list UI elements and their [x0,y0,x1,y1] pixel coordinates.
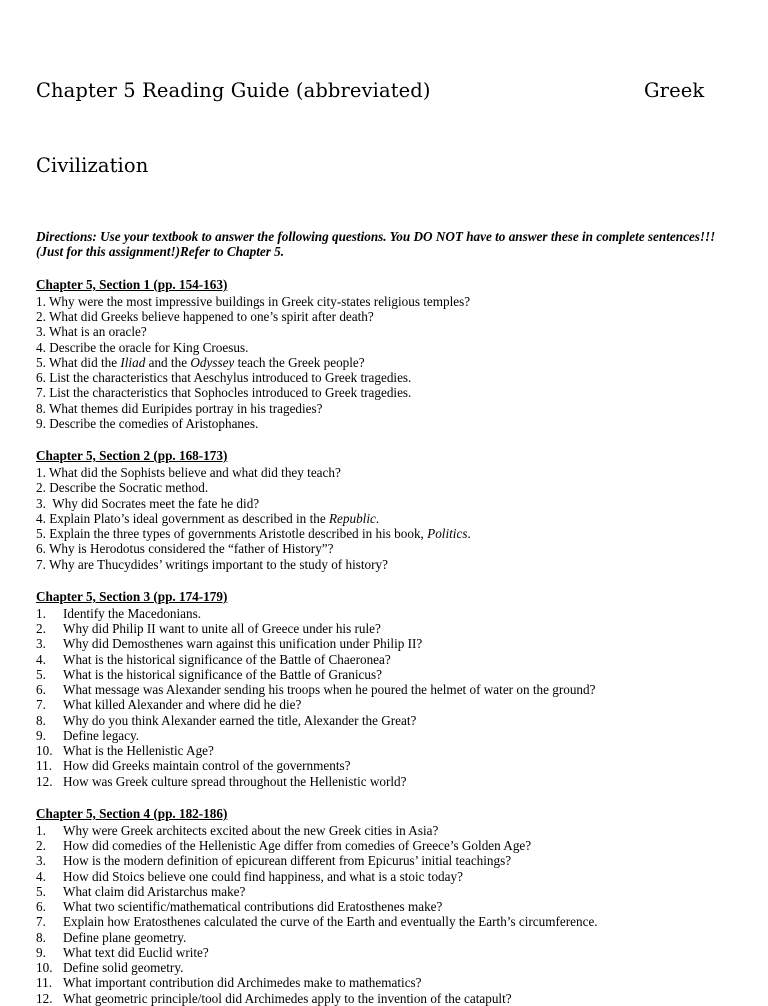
question-number: 10. [36,960,53,976]
question-text [63,884,245,899]
question-number: 1. [36,822,46,838]
question-list [36,294,732,431]
question-number: 1. [36,605,46,621]
question-number: 7. [36,914,46,930]
question-text-run: What did Greeks believe happened to one’s spirit after death? [48,309,374,325]
section-1 [36,276,732,431]
section-spacer [36,431,732,447]
question-number: 8. [36,400,49,416]
question-item [36,774,732,789]
question-list [36,606,732,789]
question-text [63,652,391,667]
question-number: 2. [36,838,46,854]
question-text [63,636,422,651]
question-text [63,743,214,758]
directions-paragraph: Directions: Use your textbook to answer the following questions. You DO NOT have to answer these in complete sentences!!! (Just for this assignment!)Refer to Chapter 5. [36,229,716,260]
question-text [49,340,248,355]
question-number: 5. [36,354,49,370]
question-text-run: What important contribution did Archimedes make to mathematics? [63,975,422,991]
question-number: 6. [36,682,46,698]
question-text-run: Explain the three types of governments Aristotle described in his book, [49,526,428,542]
question-item [36,823,732,838]
question-text [63,960,183,975]
question-text-run: What text did Euclid write? [63,944,209,960]
question-number: 9. [36,944,46,960]
question-item [36,713,732,728]
question-text [49,416,258,431]
question-text [49,370,411,385]
question-number: 7. [36,556,49,572]
question-text-run: Define plane geometry. [63,929,187,945]
question-item [36,728,732,743]
section-heading: Chapter 5, Section 2 (pp. 168-173) [36,448,228,464]
question-text [63,914,598,929]
question-number: 9. [36,415,50,431]
question-item [36,294,732,309]
question-text [49,480,208,495]
question-text-run: How did Greeks maintain control of the governments? [63,758,351,774]
question-text [63,823,438,838]
question-text [63,606,201,621]
question-text-run: Why were Greek architects excited about the new Greek cities in Asia? [63,822,439,838]
section-4 [36,805,732,1006]
question-text-run: What two scientific/mathematical contributions did Eratosthenes make? [63,899,443,915]
question-item [36,496,732,511]
question-text [63,869,463,884]
question-text-run: What did the [48,354,121,370]
question-item [36,557,732,572]
question-item [36,621,732,636]
question-text [63,682,595,697]
question-item [36,667,732,682]
question-number: 2. [36,621,46,637]
work-title: Iliad [120,354,146,370]
question-item [36,853,732,868]
question-number: 12. [36,990,53,1006]
section-2 [36,447,732,572]
question-text-run: . [467,526,471,542]
question-text [63,838,531,853]
question-number: 4. [36,868,46,884]
question-item [36,541,732,556]
question-text [63,728,139,743]
question-text-run: Why is Herodotus considered the “father of History”? [48,541,334,557]
question-item [36,324,732,339]
question-number: 11. [36,975,52,991]
question-text-run: Why are Thucydides’ writings important to the study of history? [48,556,388,572]
question-number: 1. [36,465,49,481]
question-item [36,914,732,929]
question-text [63,713,416,728]
question-item [36,606,732,621]
question-item [36,526,732,541]
question-text-run: How did Stoics believe one could find happiness, and what is a stoic today? [63,868,463,884]
question-text-run: Describe the Socratic method. [49,480,209,496]
question-number: 5. [36,666,46,682]
question-number: 3. [36,324,49,340]
question-text [49,294,470,309]
question-item [36,401,732,416]
question-item [36,355,732,370]
question-text-run: teach the Greek people? [234,354,365,370]
question-text [63,975,422,990]
question-text [49,385,411,400]
question-item [36,743,732,758]
section-spacer [36,789,732,805]
question-number: 2. [36,309,49,325]
question-text-run: What message was Alexander sending his troops when he poured the helmet of water on the ground? [63,682,596,698]
question-item [36,416,732,431]
question-item [36,682,732,697]
question-text-run: Why do you think Alexander earned the title, Alexander the Great? [63,712,417,728]
title-line-1 [36,78,732,103]
question-text-run: How did comedies of the Hellenistic Age differ from comedies of Greece’s Golden Age? [63,838,532,854]
page-title [36,28,732,228]
question-text-run: Why did Demosthenes warn against this unification under Philip II? [63,636,423,652]
question-item [36,975,732,990]
question-text [63,621,381,636]
question-text [63,667,382,682]
question-item [36,869,732,884]
question-item [36,697,732,712]
question-item [36,945,732,960]
question-number: 7. [36,385,50,401]
question-item [36,960,732,975]
question-item [36,480,732,495]
question-text [63,774,407,789]
question-text-run: Define solid geometry. [63,960,184,976]
question-number: 8. [36,929,46,945]
question-text [63,945,209,960]
question-text [49,541,334,556]
question-text [49,355,365,370]
question-item [36,991,732,1006]
question-text [63,853,511,868]
question-number: 4. [36,510,50,526]
question-text-run: What did the Sophists believe and what did they teach? [48,465,341,481]
question-text [49,324,147,339]
question-item [36,652,732,667]
question-text [49,557,388,572]
title-main-text: Chapter 5 Reading Guide (abbreviated) [36,79,431,102]
question-list [36,823,732,1006]
question-text [63,930,186,945]
section-3 [36,588,732,789]
title-right-text: Greek [644,79,705,102]
question-item [36,899,732,914]
question-number: 4. [36,339,50,355]
question-list [36,465,732,572]
section-heading: Chapter 5, Section 1 (pp. 154-163) [36,276,228,292]
section-heading: Chapter 5, Section 3 (pp. 174-179) [36,588,228,604]
question-text-run: What is the Hellenistic Age? [63,743,214,759]
question-item [36,758,732,773]
section-spacer [36,260,732,276]
question-number: 6. [36,541,49,557]
question-text-run: Why did Philip II want to unite all of Greece under his rule? [63,621,381,637]
question-text-run: What is the historical significance of the Battle of Chaeronea? [63,651,391,667]
question-number: 4. [36,651,46,667]
question-number: 11. [36,758,52,774]
question-text-run: How is the modern definition of epicurean different from Epicurus’ initial teachings? [63,853,512,869]
question-number: 1. [36,293,49,309]
question-text-run: What claim did Aristarchus make? [63,883,246,899]
section-heading: Chapter 5, Section 4 (pp. 182-186) [36,805,228,821]
question-text [49,309,374,324]
question-item [36,884,732,899]
question-text-run: Explain how Eratosthenes calculated the curve of the Earth and eventually the Earth’s circumference. [63,914,598,930]
question-text-run: . [375,510,380,526]
question-text-run: List the characteristics that Sophocles introduced to Greek tragedies. [49,385,412,401]
question-text-run: What themes did Euripides portray in his tragedies? [48,400,323,416]
sections-container [36,260,732,1006]
question-number: 2. [36,480,50,496]
work-title: Republic [328,510,376,526]
question-text-run: Why did Socrates meet the fate he did? [49,495,260,511]
question-number: 3. [36,636,46,652]
question-text [49,465,341,480]
section-spacer [36,572,732,588]
question-text [49,511,379,526]
question-item [36,340,732,355]
question-text [63,697,301,712]
question-text [63,899,442,914]
question-text-run: What killed Alexander and where did he die? [63,697,302,713]
question-text-run: What geometric principle/tool did Archimedes apply to the invention of the catapult? [63,990,512,1006]
question-text [49,526,471,541]
question-number: 6. [36,899,46,915]
question-text-run: What is the historical significance of the Battle of Granicus? [63,666,382,682]
question-text [63,991,512,1006]
question-text-run: Identify the Macedonians. [63,605,202,621]
question-text-run: and the [145,354,191,370]
question-item [36,930,732,945]
question-item [36,309,732,324]
question-text-run: What is an oracle? [48,324,147,340]
question-text-run: Why were the most impressive buildings in Greek city-states religious temples? [48,293,471,309]
question-text-run: Explain Plato’s ideal government as described in the [49,510,329,526]
question-number: 7. [36,697,46,713]
question-text [49,401,323,416]
work-title: Odyssey [190,354,235,370]
question-number: 8. [36,712,46,728]
question-number: 10. [36,743,53,759]
work-title: Politics [427,526,468,542]
question-number: 3. [36,853,46,869]
question-number: 9. [36,727,46,743]
question-text-run: Describe the oracle for King Croesus. [49,339,249,355]
question-item [36,636,732,651]
question-number: 12. [36,773,53,789]
question-number: 5. [36,526,50,542]
question-text-run: Define legacy. [63,727,140,743]
question-item [36,370,732,385]
question-item [36,511,732,526]
question-number: 5. [36,883,46,899]
question-text-run: How was Greek culture spread throughout the Hellenistic world? [63,773,407,789]
question-number: 3. [36,495,50,511]
title-line-2: Civilization [36,154,149,177]
question-text [63,758,351,773]
question-item [36,838,732,853]
question-item [36,385,732,400]
question-text [49,496,259,511]
question-text-run: Describe the comedies of Aristophanes. [49,415,259,431]
question-text-run: List the characteristics that Aeschylus introduced to Greek tragedies. [49,370,412,386]
question-number: 6. [36,370,50,386]
question-item [36,465,732,480]
